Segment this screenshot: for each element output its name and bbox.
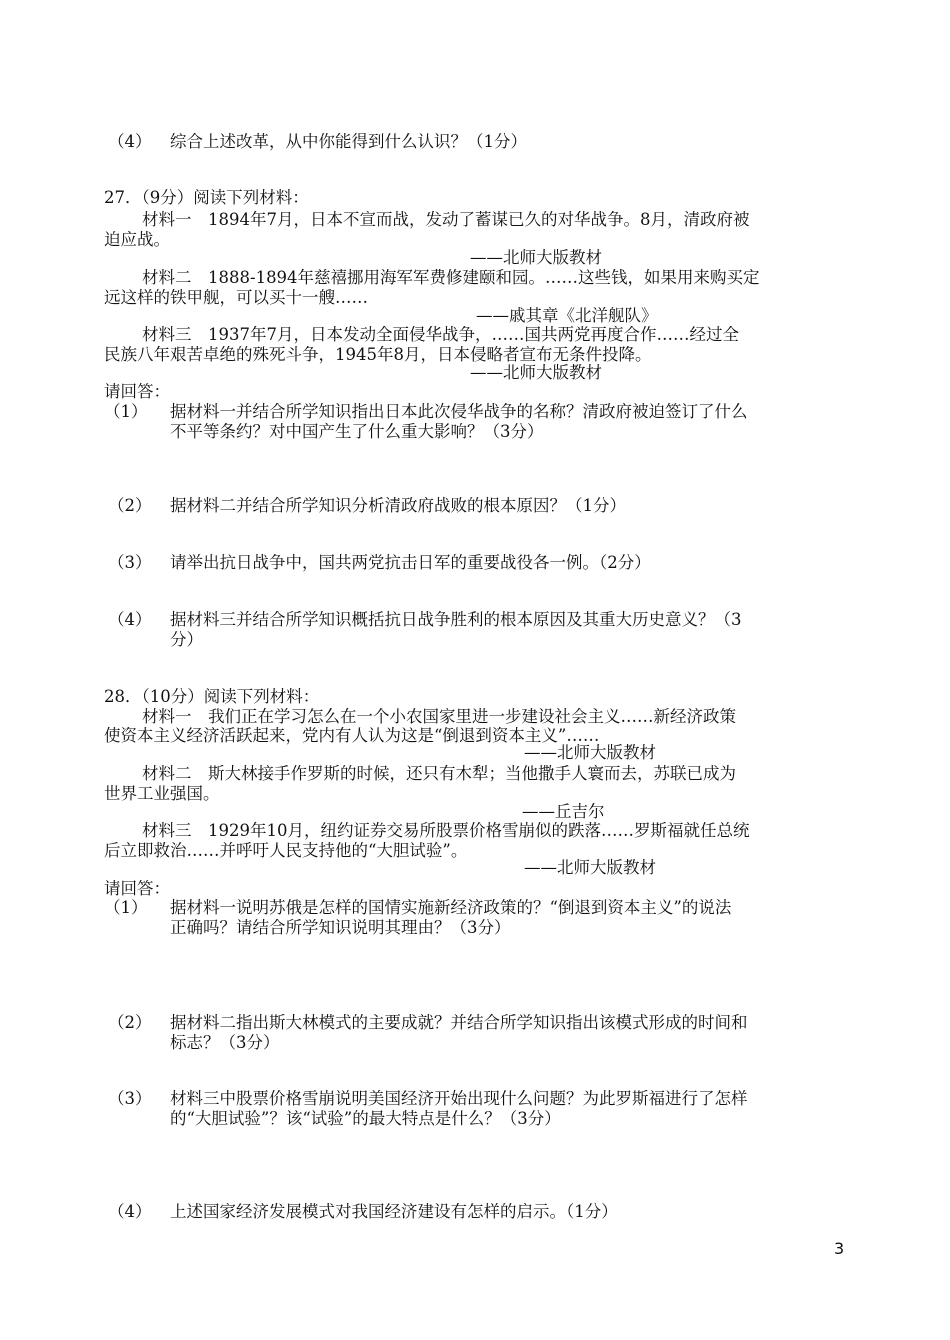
- q27-sub1-line2: 不平等条约？对中国产生了什么重大影响？（3分）: [170, 422, 544, 441]
- q28-sub4-line1: 上述国家经济发展模式对我国经济建设有怎样的启示。（1分）: [170, 1202, 618, 1221]
- q28-sub2-number: （2）: [108, 1013, 152, 1032]
- q28-sub1-number: （1）: [104, 898, 148, 917]
- q27-sub3-number: （3）: [108, 553, 152, 572]
- q28-material2-line2: 世界工业强国。: [104, 784, 220, 803]
- prev-item-number: （4）: [108, 132, 152, 151]
- q27-header: 27．（9分）阅读下列材料：: [104, 188, 309, 207]
- q27-material2-line1: 材料二 1888-1894年慈禧挪用海军军费修建颐和园。……这些钱，如果用来购买定: [142, 268, 760, 287]
- q27-sub3-line1: 请举出抗日战争中，国共两党抗击日军的重要战役各一例。（2分）: [170, 553, 651, 572]
- q28-sub3-line1: 材料三中股票价格雪崩说明美国经济开始出现什么问题？为此罗斯福进行了怎样: [170, 1089, 748, 1108]
- q28-material2-source: ——丘吉尔: [522, 802, 605, 821]
- q27-sub1-line1: 据材料一并结合所学知识指出日本此次侵华战争的名称？清政府被迫签订了什么: [170, 402, 748, 421]
- q28-material1-line2: 使资本主义经济活跃起来，党内有人认为这是“倒退到资本主义”……: [104, 726, 600, 745]
- q27-sub4-number: （4）: [108, 610, 152, 629]
- q28-material1-line1: 材料一 我们正在学习怎么在一个小农国家里进一步建设社会主义……新经济政策: [142, 707, 736, 726]
- q27-material1-source: ——北师大版教材: [470, 248, 602, 267]
- page-number: 3: [834, 1239, 845, 1258]
- q28-material1-source: ——北师大版教材: [524, 743, 656, 762]
- q27-material3-line1: 材料三 1937年7月，日本发动全面侵华战争，……国共两党再度合作……经过全: [142, 325, 739, 344]
- prev-item-text: 综合上述改革，从中你能得到什么认识？（1分）: [170, 132, 527, 151]
- q27-material1-line1: 材料一 1894年7月，日本不宣而战，发动了蓄谋已久的对华战争。8月，清政府被: [142, 210, 750, 229]
- q28-sub1-line1: 据材料一说明苏俄是怎样的国情实施新经济政策的？“倒退到资本主义”的说法: [170, 898, 732, 917]
- q27-material3-source: ——北师大版教材: [470, 363, 602, 382]
- q28-sub1-line2: 正确吗？请结合所学知识说明其理由？（3分）: [170, 918, 511, 937]
- q27-sub4-line1: 据材料三并结合所学知识概括抗日战争胜利的根本原因及其重大历史意义？（3: [170, 610, 742, 629]
- q27-material2-line2: 远这样的铁甲舰，可以买十一艘……: [104, 288, 368, 307]
- q28-material3-source: ——北师大版教材: [524, 858, 656, 877]
- q28-sub2-line1: 据材料二指出斯大林模式的主要成就？并结合所学知识指出该模式形成的时间和: [170, 1013, 748, 1032]
- q28-sub3-number: （3）: [108, 1089, 152, 1108]
- q27-sub2-line1: 据材料二并结合所学知识分析清政府战败的根本原因？（1分）: [170, 496, 626, 515]
- q28-prompt: 请回答：: [104, 879, 170, 898]
- q27-material1-line2: 迫应战。: [104, 230, 170, 249]
- q28-material3-line1: 材料三 1929年10月，纽约证券交易所股票价格雪崩似的跌落……罗斯福就任总统: [142, 821, 750, 840]
- q28-sub4-number: （4）: [108, 1202, 152, 1221]
- q27-prompt: 请回答：: [104, 382, 170, 401]
- q27-sub1-number: （1）: [104, 402, 148, 421]
- q28-sub2-line2: 标志？（3分）: [170, 1033, 280, 1052]
- q28-material3-line2: 后立即救治……并呼吁人民支持他的“大胆试验”。: [104, 841, 468, 860]
- q27-material3-line2: 民族八年艰苦卓绝的殊死斗争，1945年8月，日本侵略者宣布无条件投降。: [104, 345, 652, 364]
- q28-header: 28．（10分）阅读下列材料：: [104, 687, 320, 706]
- q28-material2-line1: 材料二 斯大林接手作罗斯的时候，还只有木犁；当他撒手人寰而去，苏联已成为: [142, 764, 736, 783]
- q27-sub4-line2: 分）: [170, 630, 203, 649]
- q27-material2-source: ——戚其章《北洋舰队》: [476, 306, 658, 325]
- q27-sub2-number: （2）: [108, 496, 152, 515]
- q28-sub3-line2: 的“大胆试验”？该“试验”的最大特点是什么？（3分）: [170, 1109, 561, 1128]
